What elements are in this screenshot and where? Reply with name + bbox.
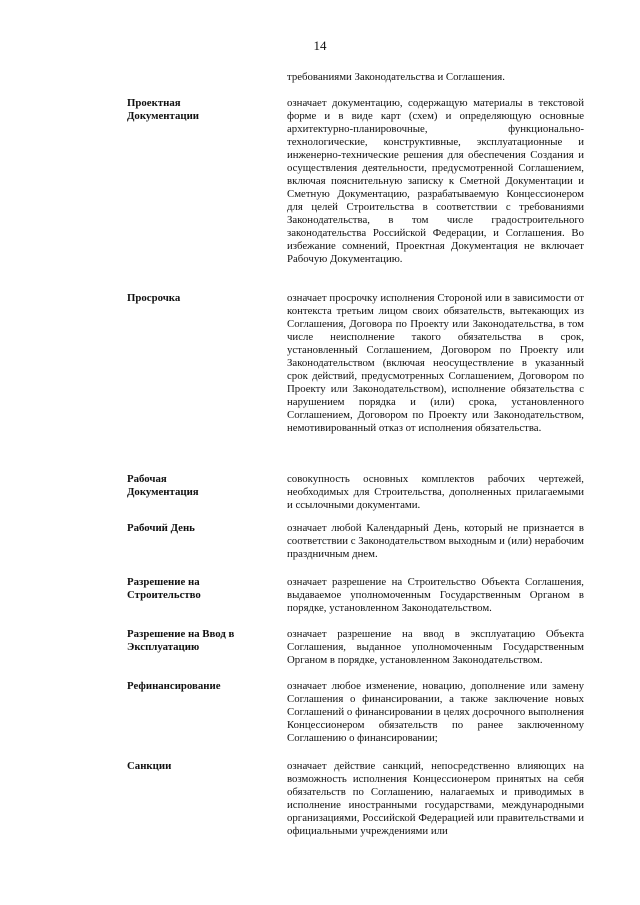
term-label: Разрешение на Ввод в Эксплуатацию (127, 628, 235, 653)
definition-text: совокупность основных комплектов рабочих чертежей, необходимых для Строительства, дополненных прилагаемыми и ссылочными документами. (287, 473, 584, 511)
definition-text: означает документацию, содержащую материалы в текстовой форме и в виде карт (схем) и определяющую основные архитектурно-планировочные, функционально-технологические, конструктивные, эксплуатационные и инженерно-технические решения для обеспечения Создания и осуществления деятельности, предусмотренной Соглашением, включая пояснительную записку к Сметной Документации и Сметную Документацию, разрабатываемую Концессионером для целей Строительства в соответствии с требованиями Законодательства, в том числе градостроительного законодательства Российской Федерации, и Соглашения. Во избежание сомнений, Проектная Документация не включает Рабочую Документацию. (287, 97, 584, 265)
definition-text: означает просрочку исполнения Стороной или в зависимости от контекста третьим лицом своих обязательств, вытекающих из Соглашения, Договора по Проекту или Законодательства, в том числе неисполнение такого обязательства в срок, установленный Соглашением, Договором по Проекту или Законодательством (включая неосуществление в указанный срок действий, предусмотренных Соглашением, Договором по Проекту или Законодательством), исполнение обязательства с нарушением порядка и (или) срока, установленного Соглашением, Договором по Проекту или Законодательством, немотивированный отказ от исполнения обязательства. (287, 292, 584, 434)
page-number: 14 (313, 38, 327, 53)
term-label: Санкции (127, 760, 172, 772)
definition-text: означает разрешение на Строительство Объекта Соглашения, выдаваемое уполномоченным Государственным Органом в порядке, установленном Законодательством. (287, 576, 584, 614)
carryover-text: требованиями Законодательства и Соглашения. (287, 71, 505, 83)
definition-text: означает любое изменение, новацию, дополнение или замену Соглашения о финансировании, а также заключение новых Соглашений о финансировании в целях досрочного выполнения Концессионером обязательств по ранее заключенному Соглашению о финансировании; (287, 680, 584, 744)
term-label: Рабочий День (127, 522, 195, 534)
definition-text: означает любой Календарный День, который не признается в соответствии с Законодательством выходным и (или) нерабочим праздничным днем. (287, 522, 584, 560)
term-label: Проектная Документации (127, 97, 200, 122)
definition-text: означает разрешение на ввод в эксплуатацию Объекта Соглашения, выданное уполномоченным Государственным Органом в порядке, установленном Законодательством. (287, 628, 584, 666)
term-label: Рабочая Документация (127, 473, 199, 498)
term-label: Просрочка (127, 292, 181, 304)
term-label: Разрешение на Строительство (127, 576, 201, 601)
definition-text: означает действие санкций, непосредственно влияющих на возможность исполнения Концессионером принятых на себя обязательств по Соглашению, налагаемых и приводимых в исполнение иностранными государствами, международными организациями, Российской Федерацией или правительствами и официальными учреждениями или (287, 760, 584, 837)
term-label: Рефинансирование (127, 680, 221, 692)
